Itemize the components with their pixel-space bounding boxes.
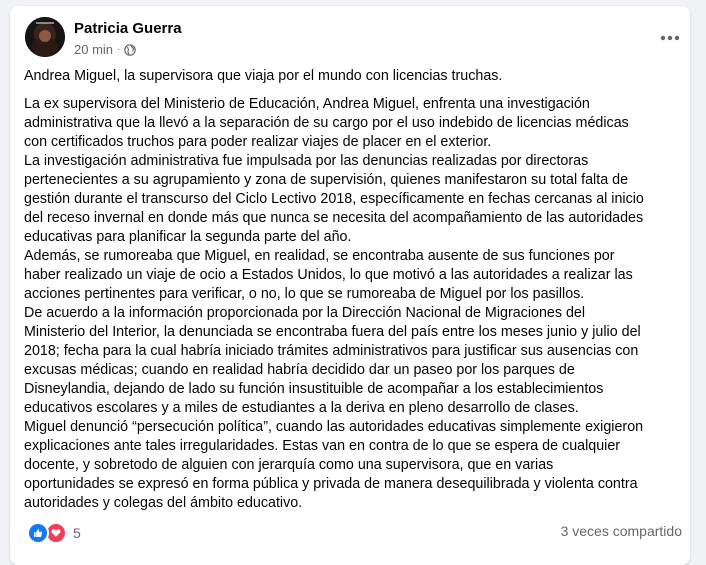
post-paragraph: La investigación administrativa fue impulsada por las denuncias realizadas por directoras pertenecientes a su agrupamiento y zona de supervisión, quienes manifestaron su total falta de gestión durante el transcurso del Ciclo Lectivo 2018, específicamente en fechas cercanas al inicio del receso invernal en donde más que nunca se necesita del acompañamiento de las autoridades educativas para planificar la segunda parte del año.	[24, 153, 644, 245]
post-paragraph: De acuerdo a la información proporcionada por la Dirección Nacional de Migraciones del Ministerio del Interior, la denunciada se encontraba fuera del país entre los meses junio y julio del 2018; fecha para la cual habría iniciado trámites administrativos para justificar sus ausencias con excusas médicas; cuando en realidad habría decidido dar un paseo por los parques de Disneylandia, dejando de lado su función insustituible de acompañar a los establecimientos educativos escolares y a miles de estudiantes a la deriva en pleno desarrollo de clases.	[24, 305, 641, 416]
more-options-button[interactable]	[655, 23, 685, 53]
post-footer	[24, 520, 682, 542]
like-icon	[27, 522, 49, 544]
more-options-icon	[660, 35, 680, 41]
post-paragraph: Miguel denunció “persecución política”, cuando las autoridades educativas simplemente exigieron explicaciones ante tales irregularidades. Estas van en contra de lo que se espera de cualquier docente, y sobretodo de alguien con jerarquía como una supervisora, que en varias oportunidades se expresó en forma pública y privada de manera desequilibrada y violenta contra autoridades y colegas del ámbito educativo.	[24, 419, 644, 511]
post-header	[25, 17, 675, 59]
post-body	[24, 67, 684, 513]
post-card	[10, 6, 690, 565]
avatar[interactable]	[25, 17, 65, 57]
reaction-count[interactable]: 5	[73, 525, 81, 541]
post-meta	[74, 42, 136, 57]
avatar-image	[25, 17, 65, 57]
post-headline: Andrea Miguel, la supervisora que viaja por el mundo con licencias truchas.	[24, 68, 503, 84]
globe-icon	[124, 44, 136, 56]
post-time[interactable]: 20 min	[74, 42, 114, 57]
author-name[interactable]: Patricia Guerra	[74, 20, 182, 37]
meta-separator: ·	[117, 44, 121, 55]
share-count[interactable]: 3 veces compartido	[560, 523, 682, 539]
post-paragraph: Además, se rumoreaba que Miguel, en realidad, se encontraba ausente de sus funciones por haber realizado un viaje de ocio a Estados Unidos, lo que motivó a las autoridades a realizar las acciones pertinentes para verificar, o no, lo que se rumoreaba de Miguel por los pasillos.	[24, 248, 633, 302]
post-paragraph: La ex supervisora del Ministerio de Educación, Andrea Miguel, enfrenta una investigación administrativa que la llevó a la separación de su cargo por el uso indebido de licencias médicas con certificados truchos para poder realizar viajes de placer en el exterior.	[24, 96, 629, 150]
reactions-summary[interactable]	[27, 522, 81, 544]
